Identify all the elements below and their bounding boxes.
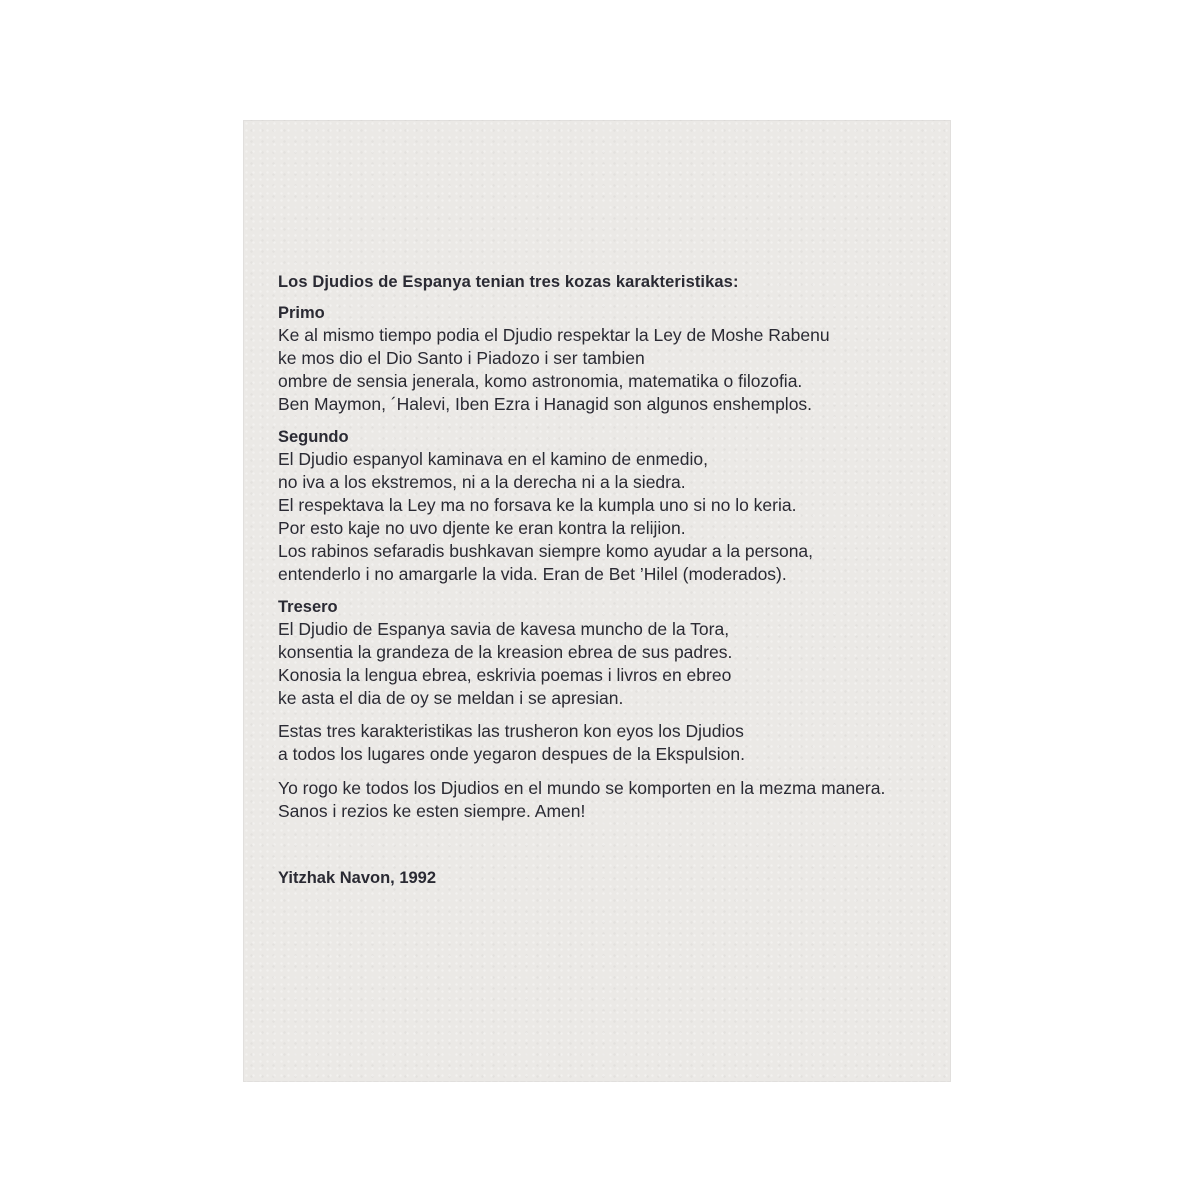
text-line: entenderlo i no amargarle la vida. Eran de Bet ’Hilel (moderados). <box>278 564 787 584</box>
text-line: a todos los lugares onde yegaron despues de la Ekspulsion. <box>278 744 745 764</box>
text-line: Ben Maymon, ´Halevi, Iben Ezra i Hanagid son algunos enshemplos. <box>278 394 813 414</box>
section-title: Tresero <box>278 598 338 616</box>
text-line: Los rabinos sefaradis bushkavan siempre komo ayudar a la persona, <box>278 541 814 561</box>
text-line: no iva a los ekstremos, ni a la derecha ni a la siedra. <box>278 472 686 492</box>
section-title: Primo <box>278 304 325 322</box>
text-line: Estas tres karakteristikas las trusheron kon eyos los Djudios <box>278 721 744 741</box>
text-line: konsentia la grandeza de la kreasion ebrea de sus padres. <box>278 642 733 662</box>
text-line: Konosia la lengua ebrea, eskrivia poemas i livros en ebreo <box>278 665 732 685</box>
card-text-body <box>278 271 948 890</box>
text-card <box>243 120 951 1082</box>
text-line: ombre de sensia jenerala, komo astronomia, matematika o filozofia. <box>278 371 803 391</box>
paragraph-blessing <box>278 777 948 823</box>
section-title: Segundo <box>278 428 349 446</box>
text-line: Por esto kaje no uvo djente ke eran kontra la relijion. <box>278 518 686 538</box>
text-line: Ke al mismo tiempo podia el Djudio respektar la Ley de Moshe Rabenu <box>278 325 830 345</box>
text-line: El Djudio espanyol kaminava en el kamino de enmedio, <box>278 449 708 469</box>
text-line: Yo rogo ke todos los Djudios en el mundo se komporten en la mezma manera. <box>278 778 886 798</box>
section-segundo <box>278 426 948 586</box>
text-line: El Djudio de Espanya savia de kavesa muncho de la Tora, <box>278 619 730 639</box>
section-tresero <box>278 596 948 710</box>
paragraph-karakteristikas <box>278 720 948 766</box>
text-line: ke mos dio el Dio Santo i Piadozo i ser tambien <box>278 348 645 368</box>
section-primo <box>278 302 948 416</box>
signature: Yitzhak Navon, 1992 <box>278 869 437 887</box>
text-line: El respektava la Ley ma no forsava ke la kumpla uno si no lo keria. <box>278 495 797 515</box>
text-line: ke asta el dia de oy se meldan i se apresian. <box>278 688 624 708</box>
text-line: Sanos i rezios ke esten siempre. Amen! <box>278 801 586 821</box>
card-heading: Los Djudios de Espanya tenian tres kozas karakteristikas: <box>278 273 739 291</box>
